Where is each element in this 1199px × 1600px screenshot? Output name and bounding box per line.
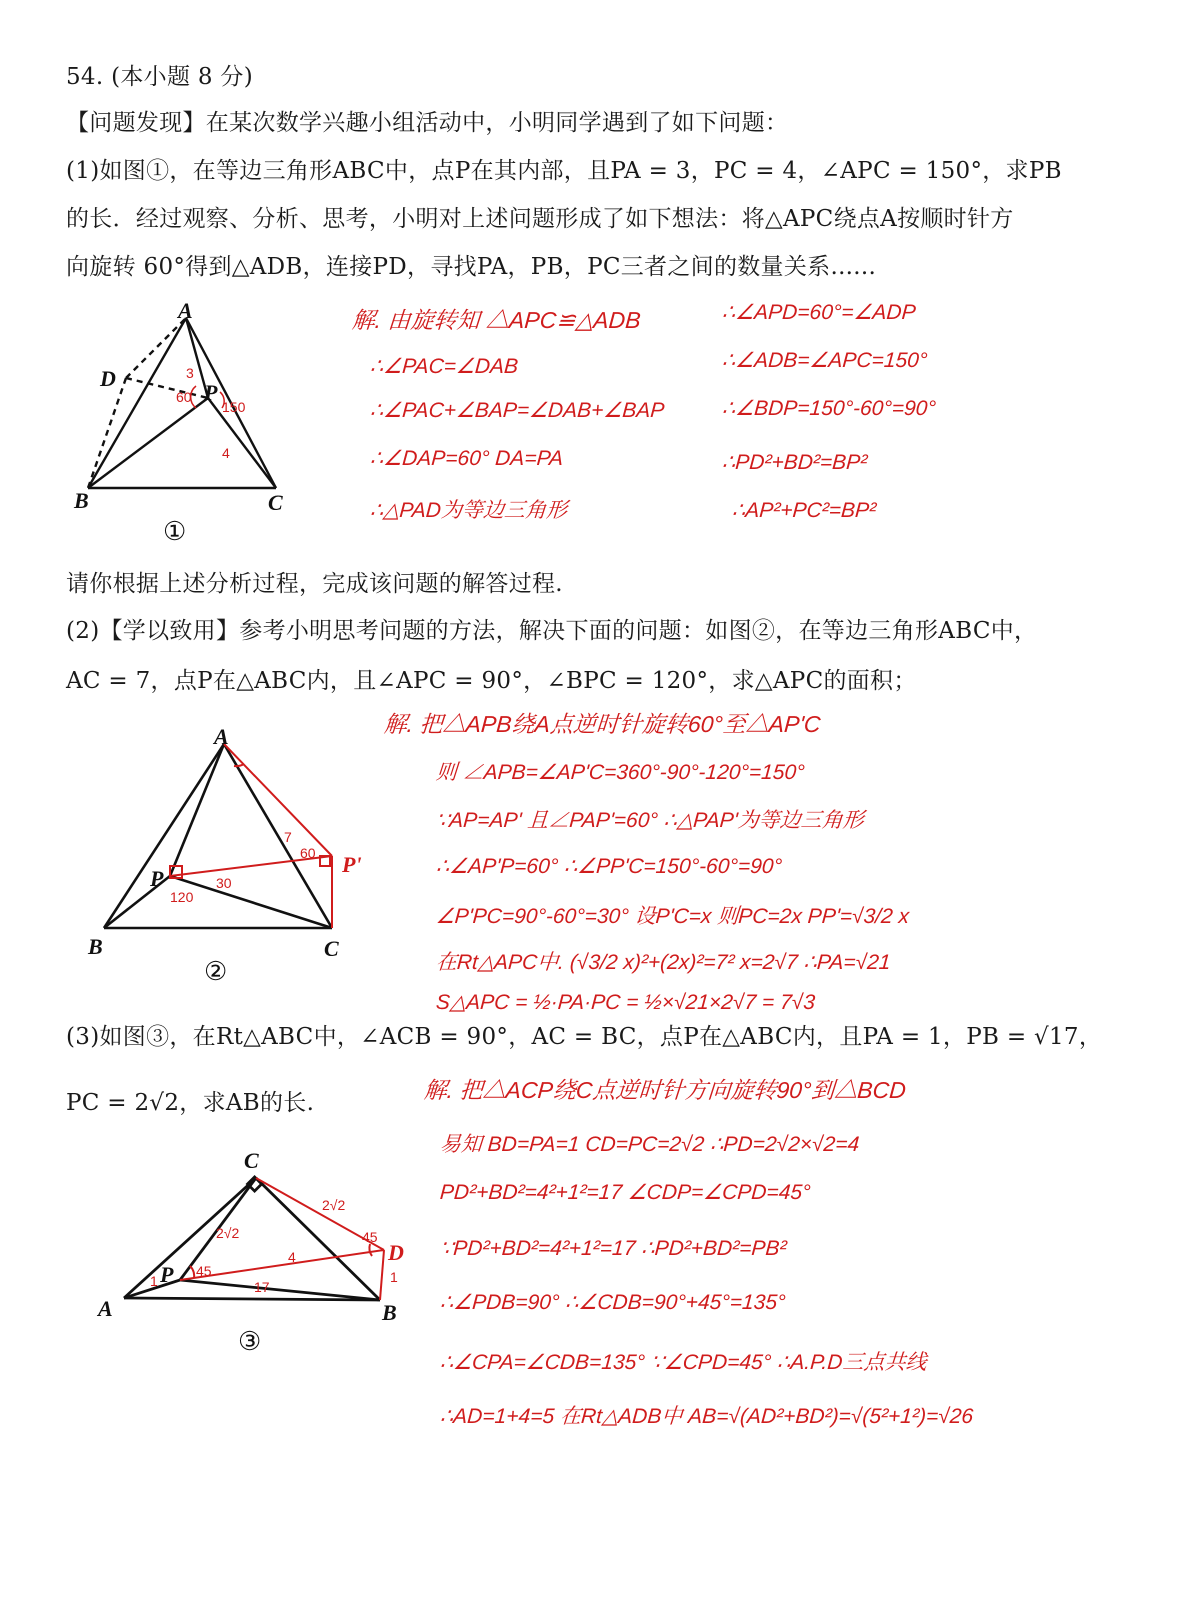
fig1-label-d: D: [100, 366, 116, 391]
fig1-label-b: B: [74, 488, 89, 513]
sol3-line-7: ∴AD=1+4=5 在Rt△ADB中 AB=√(AD²+BD²)=√(5²+1²)=√26: [439, 1405, 974, 1428]
sol1-left-4: ∴∠DAP=60° DA=PA: [369, 447, 564, 470]
sol3-line-6: ∴∠CPA=∠CDB=135° ∵∠CPD=45° ∴A.P.D三点共线: [439, 1351, 928, 1374]
sol3-line-3: PD²+BD²=4²+1²=17 ∠CDP=∠CPD=45°: [439, 1181, 812, 1204]
fig1-mark-apd: 60: [176, 389, 192, 405]
sol3-line-2: 易知 BD=PA=1 CD=PC=2√2 ∴PD=2√2×√2=4: [439, 1133, 861, 1156]
fig1-caption: ①: [163, 517, 187, 546]
sol1-right-4: ∴PD²+BD²=BP²: [721, 451, 869, 474]
part1-line2: 的长．经过观察、分析、思考，小明对上述问题形成了如下想法：将△APC绕点A按顺时针方: [66, 206, 1014, 232]
part1-line3: 向旋转 60°得到△ADB，连接PD，寻找PA，PB，PC三者之间的数量关系......: [66, 254, 877, 280]
fig2-label-p: P: [150, 866, 164, 891]
part2-line2: AC = 7，点P在△ABC内，且∠APC = 90°，∠BPC = 120°，求△APC的面积；: [66, 668, 917, 694]
fig1-label-c: C: [268, 490, 283, 515]
problem-intro: 【问题发现】在某次数学兴趣小组活动中，小明同学遇到了如下问题：: [66, 110, 789, 136]
fig3-mark-cd: 2√2: [322, 1197, 346, 1213]
fig1-mark-dpc: 150: [222, 399, 246, 415]
fig3-mark-pa: 1: [150, 1273, 158, 1289]
fig3-label-d: D: [388, 1240, 404, 1265]
fig3-mark-pb: 17: [254, 1279, 270, 1295]
part3-line2: PC = 2√2，求AB的长.: [66, 1090, 315, 1116]
fig3-label-p: P: [160, 1262, 174, 1287]
fig1-mark-pa: 3: [186, 365, 194, 381]
part1-line1: (1)如图①，在等边三角形ABC中，点P在其内部，且PA = 3，PC = 4，∠APC = 150°，求PB: [66, 158, 1062, 184]
sol2-line-6: 在Rt△APC中. (√3/2 x)²+(2x)²=7² x=2√7 ∴PA=√21: [435, 951, 892, 974]
sol2-line-2: 则 ∠APB=∠AP'C=360°-90°-120°=150°: [435, 761, 806, 784]
sol1-left-5: ∴△PAD为等边三角形: [369, 499, 568, 522]
fig3-caption: ③: [238, 1327, 262, 1356]
sol2-line-4: ∴∠AP'P=60° ∴∠PP'C=150°-60°=90°: [435, 855, 783, 878]
sol1-right-5: ∴AP²+PC²=BP²: [731, 499, 877, 522]
fig1-mark-pc: 4: [222, 445, 230, 461]
sol2-line-7: S△APC = ½·PA·PC = ½×√21×2√7 = 7√3: [435, 991, 816, 1014]
fig1-label-a: A: [178, 298, 193, 323]
fig2-mark-120: 120: [170, 889, 194, 905]
sol3-line-5: ∴∠PDB=90° ∴∠CDB=90°+45°=135°: [439, 1291, 787, 1314]
fig2-label-c: C: [324, 936, 339, 961]
fig2-label-a: A: [214, 724, 229, 749]
fig2-caption: ②: [204, 957, 228, 986]
sol2-line-3: ∵AP=AP' 且∠PAP'=60° ∴△PAP'为等边三角形: [435, 809, 865, 832]
fig1-label-p: P: [204, 380, 218, 405]
fig3-mark-pc: 2√2: [216, 1225, 240, 1241]
fig3-label-a: A: [98, 1296, 113, 1321]
sol1-right-1: ∴∠APD=60°=∠ADP: [721, 301, 917, 324]
sol3-line-1: 解. 把△ACP绕C点逆时针方向旋转90°到△BCD: [422, 1077, 907, 1103]
fig2-mark-30: 30: [216, 875, 232, 891]
sol2-line-5: ∠P'PC=90°-60°=30° 设P'C=x 则PC=2x PP'=√3/2 x: [435, 905, 910, 928]
sol3-line-4: ∵PD²+BD²=4²+1²=17 ∴PD²+BD²=PB²: [439, 1237, 788, 1260]
part1-request: 请你根据上述分析过程，完成该问题的解答过程.: [66, 571, 563, 597]
sol1-right-2: ∴∠ADB=∠APC=150°: [721, 349, 929, 372]
part2-line1: (2)【学以致用】参考小明思考问题的方法，解决下面的问题：如图②，在等边三角形ABC中，: [66, 618, 1038, 644]
sol1-right-3: ∴∠BDP=150°-60°=90°: [721, 397, 937, 420]
fig3-label-b: B: [382, 1300, 397, 1325]
fig2-label-b: B: [88, 934, 103, 959]
fig3-mark-bd: 1: [390, 1269, 398, 1285]
fig3-mark-pd: 4: [288, 1249, 296, 1265]
fig3-label-c: C: [244, 1148, 259, 1173]
sol2-line-1: 解. 把△APB绕A点逆时针旋转60°至△AP'C: [382, 711, 822, 737]
fig3-mark-45a: 45: [196, 1263, 212, 1279]
sol1-left-3: ∴∠PAC+∠BAP=∠DAB+∠BAP: [369, 399, 666, 422]
problem-header: 54. (本小题 8 分): [66, 64, 253, 90]
sol1-left-1: 解. 由旋转知 △APC≌△ADB: [350, 307, 642, 333]
fig2-label-p1: P': [342, 852, 362, 877]
fig2-mark-60: 60: [300, 845, 316, 861]
sol1-left-2: ∴∠PAC=∠DAB: [369, 355, 519, 378]
part3-line1: (3)如图③，在Rt△ABC中，∠ACB = 90°，AC = BC，点P在△ABC内，且PA = 1，PB = √17，: [66, 1024, 1103, 1050]
fig3-mark-45b: 45: [362, 1229, 378, 1245]
fig2-mark-ap1: 7: [284, 829, 292, 845]
